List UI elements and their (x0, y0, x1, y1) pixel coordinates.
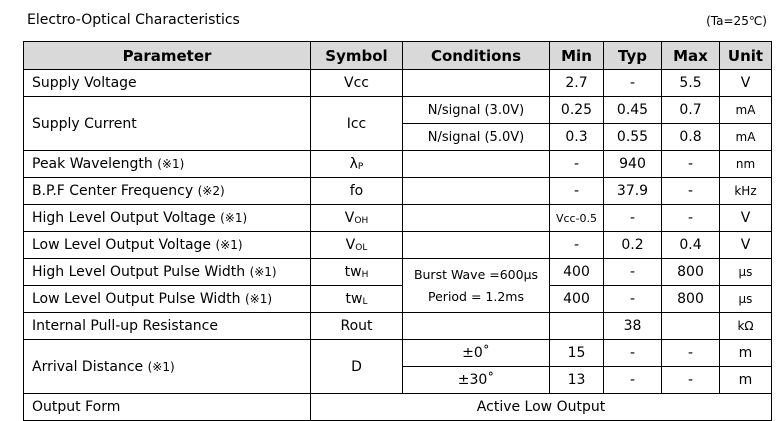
characteristics-table (23, 41, 772, 421)
min-cell (550, 313, 604, 340)
symbol-cell: Rout (311, 313, 403, 340)
symbol-main: V (344, 210, 355, 226)
typ-cell: 0.2 (604, 232, 662, 259)
param-cell: Supply Voltage (24, 70, 311, 97)
typ-cell: 0.55 (604, 124, 662, 151)
param-label: Low Level Output Voltage (32, 237, 212, 253)
param-cell: Output Form (24, 394, 311, 421)
unit-cell: μs (720, 259, 772, 286)
symbol-subscript: L (362, 297, 368, 307)
min-cell: - (550, 232, 604, 259)
conditions-cell (403, 70, 550, 97)
param-label: B.P.F Center Frequency (32, 183, 194, 199)
note-marker: (※1) (157, 157, 185, 171)
table-caption: Electro-Optical Characteristics (27, 12, 240, 28)
param-cell: Internal Pull-up Resistance (24, 313, 311, 340)
symbol-subscript: P (357, 162, 364, 172)
min-cell: 0.3 (550, 124, 604, 151)
param-cell (24, 151, 311, 178)
typ-cell: 38 (604, 313, 662, 340)
header-symbol: Symbol (311, 42, 403, 70)
unit-cell: kHz (720, 178, 772, 205)
unit-cell: mA (720, 97, 772, 124)
symbol-subscript: OL (355, 243, 368, 253)
header-row (24, 42, 772, 70)
symbol-cell: Vcc (311, 70, 403, 97)
param-label: Arrival Distance (32, 358, 144, 375)
conditions-cell: N/signal (3.0V) (403, 97, 550, 124)
header-min: Min (550, 42, 604, 70)
conditions-cell: ±0˚ (403, 340, 550, 367)
max-cell: 800 (662, 259, 720, 286)
min-cell: - (550, 151, 604, 178)
param-cell (24, 340, 311, 394)
min-cell: 0.25 (550, 97, 604, 124)
max-cell: 0.4 (662, 232, 720, 259)
min-cell: Vcc-0.5 (550, 205, 604, 232)
min-cell: 400 (550, 286, 604, 313)
max-cell: - (662, 151, 720, 178)
unit-cell: m (720, 340, 772, 367)
min-cell: - (550, 178, 604, 205)
min-cell: 400 (550, 259, 604, 286)
unit-cell: V (720, 205, 772, 232)
table-row (24, 340, 772, 367)
max-cell: - (662, 205, 720, 232)
min-cell: 2.7 (550, 70, 604, 97)
note-marker: (※1) (147, 359, 175, 374)
symbol-main: V (345, 237, 356, 253)
conditions-cell (403, 313, 550, 340)
header-conditions: Conditions (403, 42, 550, 70)
typ-cell: - (604, 205, 662, 232)
symbol-cell (311, 259, 403, 286)
param-label: High Level Output Pulse Width (32, 264, 246, 280)
table-row (24, 259, 772, 286)
symbol-cell: D (311, 340, 403, 394)
table-row (24, 97, 772, 124)
typ-cell: - (604, 340, 662, 367)
param-label: High Level Output Voltage (32, 210, 216, 226)
symbol-cell: fo (311, 178, 403, 205)
note-marker: (※1) (249, 265, 277, 279)
header-parameter: Parameter (24, 42, 311, 70)
table-row (24, 286, 772, 313)
max-cell (662, 313, 720, 340)
param-cell (24, 178, 311, 205)
table-row (24, 313, 772, 340)
max-cell: 0.8 (662, 124, 720, 151)
typ-cell: - (604, 367, 662, 394)
ambient-temperature: (Ta=25℃) (706, 14, 767, 28)
note-marker: (※1) (215, 238, 243, 252)
table-row (24, 205, 772, 232)
max-cell: - (662, 178, 720, 205)
symbol-subscript: OH (354, 216, 369, 226)
typ-cell: 37.9 (604, 178, 662, 205)
unit-cell: kΩ (720, 313, 772, 340)
conditions-cell (403, 259, 550, 313)
unit-cell: μs (720, 286, 772, 313)
burst-wave-text: Burst Wave =600μs (413, 266, 539, 282)
param-cell (24, 286, 311, 313)
symbol-main: tw (344, 264, 362, 280)
table-row (24, 151, 772, 178)
max-cell: - (662, 367, 720, 394)
symbol-cell: Icc (311, 97, 403, 151)
max-cell: 0.7 (662, 97, 720, 124)
symbol-cell (311, 205, 403, 232)
symbol-cell (311, 286, 403, 313)
typ-cell: 0.45 (604, 97, 662, 124)
param-cell (24, 205, 311, 232)
output-form-value: Active Low Output (311, 394, 772, 421)
table-row (24, 178, 772, 205)
note-marker: (※2) (197, 184, 225, 198)
conditions-cell (403, 232, 550, 259)
conditions-cell: ±30˚ (403, 367, 550, 394)
note-marker: (※1) (244, 292, 273, 306)
header-max: Max (662, 42, 720, 70)
max-cell: 800 (662, 286, 720, 313)
unit-cell: m (720, 367, 772, 394)
header-typ: Typ (604, 42, 662, 70)
max-cell: 5.5 (662, 70, 720, 97)
param-cell: Supply Current (24, 97, 311, 151)
param-label: Low Level Output Pulse Width (32, 291, 241, 307)
unit-cell: nm (720, 151, 772, 178)
param-label: Peak Wavelength (32, 156, 153, 172)
typ-cell: - (604, 259, 662, 286)
conditions-cell (403, 178, 550, 205)
max-cell: - (662, 340, 720, 367)
typ-cell: 940 (604, 151, 662, 178)
table-row (24, 394, 772, 421)
conditions-cell: N/signal (5.0V) (403, 124, 550, 151)
param-cell (24, 259, 311, 286)
symbol-cell (311, 232, 403, 259)
unit-cell: V (720, 232, 772, 259)
symbol-main: λ (349, 156, 358, 172)
symbol-main: tw (345, 291, 363, 307)
unit-cell: mA (720, 124, 772, 151)
typ-cell: - (604, 286, 662, 313)
symbol-subscript: H (361, 270, 369, 280)
note-marker: (※1) (220, 211, 248, 225)
header-unit: Unit (720, 42, 772, 70)
unit-cell: V (720, 70, 772, 97)
param-cell (24, 232, 311, 259)
period-text: Period = 1.2ms (428, 288, 524, 304)
min-cell: 15 (550, 340, 604, 367)
conditions-cell (403, 205, 550, 232)
typ-cell: - (604, 70, 662, 97)
min-cell: 13 (550, 367, 604, 394)
table-row (24, 232, 772, 259)
conditions-cell (403, 151, 550, 178)
symbol-cell (311, 151, 403, 178)
table-row (24, 70, 772, 97)
